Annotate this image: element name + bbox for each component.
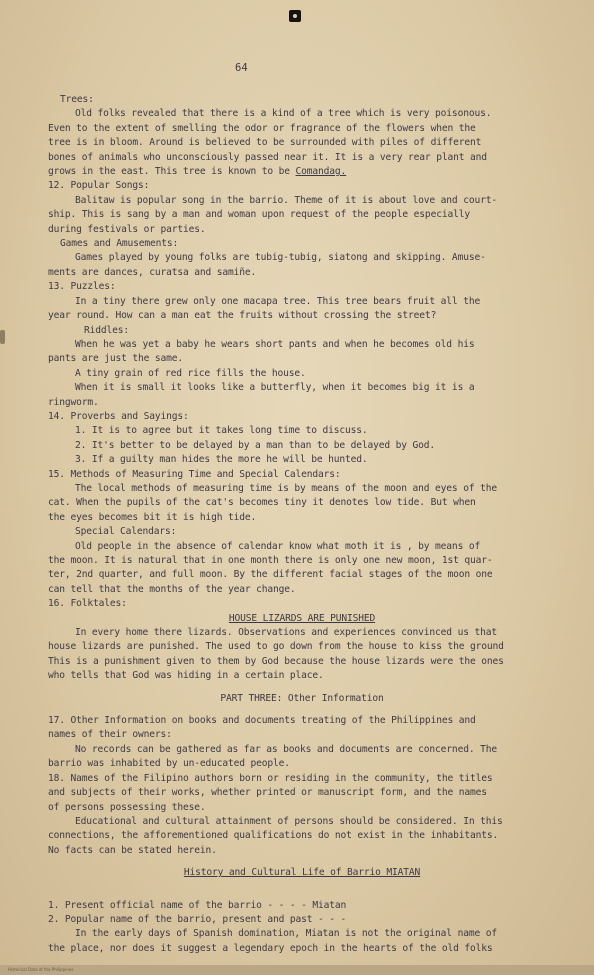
text-line: When it is small it looks like a butterfly, when it becomes big it is a <box>75 382 475 394</box>
document-body <box>48 93 556 956</box>
punch-hole-icon <box>289 10 301 22</box>
text-line: Old people in the absence of calendar know what moth it is , by means of <box>75 540 481 552</box>
text-line: during festivals or parties. <box>48 223 206 235</box>
text-line: ringworm. <box>48 396 99 408</box>
text-line: When he was yet a baby he wears short pants and when he becomes old his <box>75 338 475 350</box>
text-line: ter, 2nd quarter, and full moon. By the different facial stages of the moon one <box>48 569 493 581</box>
tree-name: Comandag. <box>295 166 347 178</box>
text-line: Games played by young folks are tubig-tubig, siatong and skipping. Amuse- <box>75 252 486 264</box>
text-line: A tiny grain of red rice fills the house. <box>75 367 306 379</box>
part-heading: PART THREE: Other Information <box>220 692 384 704</box>
page-number: 64 <box>235 62 248 74</box>
section-heading: Riddles: <box>84 324 130 336</box>
text-line: connections, the afforementioned qualifications do not exist in the inhabitants. <box>48 830 499 842</box>
text-segment: grows in the east. This tree is known to be <box>48 166 296 178</box>
section-heading: 18. Names of the Filipino authors born or residing in the community, the titles <box>48 772 493 784</box>
text-line: The local methods of measuring time is by means of the moon and eyes of the <box>75 482 497 494</box>
section-heading: 16. Folktales: <box>48 598 127 610</box>
text-line <box>48 165 556 179</box>
folktale-title: HOUSE LIZARDS ARE PUNISHED <box>228 612 376 624</box>
text-line: house lizards are punished. The used to go down from the house to kiss the ground <box>48 641 504 653</box>
text-line: In every home there lizards. Observations and experiences convinced us that <box>75 627 497 639</box>
text-line: Educational and cultural attainment of persons should be considered. In this <box>75 815 503 827</box>
section-heading: Games and Amusements: <box>60 238 179 250</box>
section-heading: 14. Proverbs and Sayings: <box>48 410 189 422</box>
text-line: This is a punishment given to them by God because the house lizards were the ones <box>48 655 504 667</box>
text-line: bones of animals who unconsciously passed near it. It is a very rear plant and <box>48 151 487 163</box>
list-item: 1. It is to agree but it takes long time to discuss. <box>75 425 368 437</box>
text-line: of persons possessing these. <box>48 801 206 813</box>
section-heading: 12. Popular Songs: <box>48 180 150 192</box>
text-line: ments are dances, curatsa and samiñe. <box>48 266 257 278</box>
text-line: Balitaw is popular song in the barrio. Theme of it is about love and court- <box>75 194 497 206</box>
text-line: names of their owners: <box>48 729 172 741</box>
list-item: 2. Popular name of the barrio, present and past - - - <box>48 913 347 925</box>
text-line: year round. How can a man eat the fruits without crossing the street? <box>48 310 437 322</box>
section-heading: 15. Methods of Measuring Time and Special Calendars: <box>48 468 341 480</box>
text-line: the moon. It is natural that in one month there is only one new moon, 1st quar- <box>48 555 493 566</box>
text-line: can tell that the months of the year change. <box>48 583 296 595</box>
text-line: the place, nor does it suggest a legendary epoch in the hearts of the old folks <box>48 942 493 954</box>
section-heading: Special Calendars: <box>75 526 177 538</box>
text-line: tree is in bloom. Around is believed to be surrounded with piles of different <box>48 137 482 149</box>
list-item: 2. It's better to be delayed by a man than to be delayed by God. <box>75 439 436 451</box>
text-line: No facts can be stated herein. <box>48 844 217 856</box>
text-line: pants are just the same. <box>48 353 184 365</box>
history-heading: History and Cultural Life of Barrio MIATAN <box>183 867 421 879</box>
list-item: 1. Present official name of the barrio - - - - Miatan <box>48 899 347 911</box>
list-item: 3. If a guilty man hides the more he will be hunted. <box>75 454 368 466</box>
text-line: barrio was inhabited by un-educated people. <box>48 758 290 770</box>
text-line: and subjects of their works, whether printed or manuscript form, and the names <box>48 787 487 799</box>
text-line: cat. When the pupils of the cat's becomes tiny it denotes low tide. But when <box>48 497 476 509</box>
text-line: In a tiny there grew only one macapa tree. This tree bears fruit all the <box>75 295 481 307</box>
footer-strip <box>0 965 594 975</box>
footer-note: Historical Data of the Philippines <box>8 967 74 972</box>
section-heading: Trees: <box>60 94 94 105</box>
text-line: No records can be gathered as far as books and documents are concerned. The <box>75 743 497 755</box>
text-line: In the early days of Spanish domination, Miatan is not the original name of <box>75 928 497 940</box>
section-heading: 13. Puzzles: <box>48 281 116 293</box>
text-line: Old folks revealed that there is a kind of a tree which is very poisonous. <box>75 108 492 120</box>
section-heading: 17. Other Information on books and documents treating of the Philippines and <box>48 715 476 727</box>
text-line: the eyes becomes bit it is high tide. <box>48 511 257 523</box>
edge-mark <box>0 330 5 344</box>
text-line: who tells that God was hiding in a certain place. <box>48 670 324 682</box>
text-line: ship. This is sang by a man and woman upon request of the people especially <box>48 209 470 221</box>
text-line: Even to the extent of smelling the odor or fragrance of the flowers when the <box>48 122 476 134</box>
